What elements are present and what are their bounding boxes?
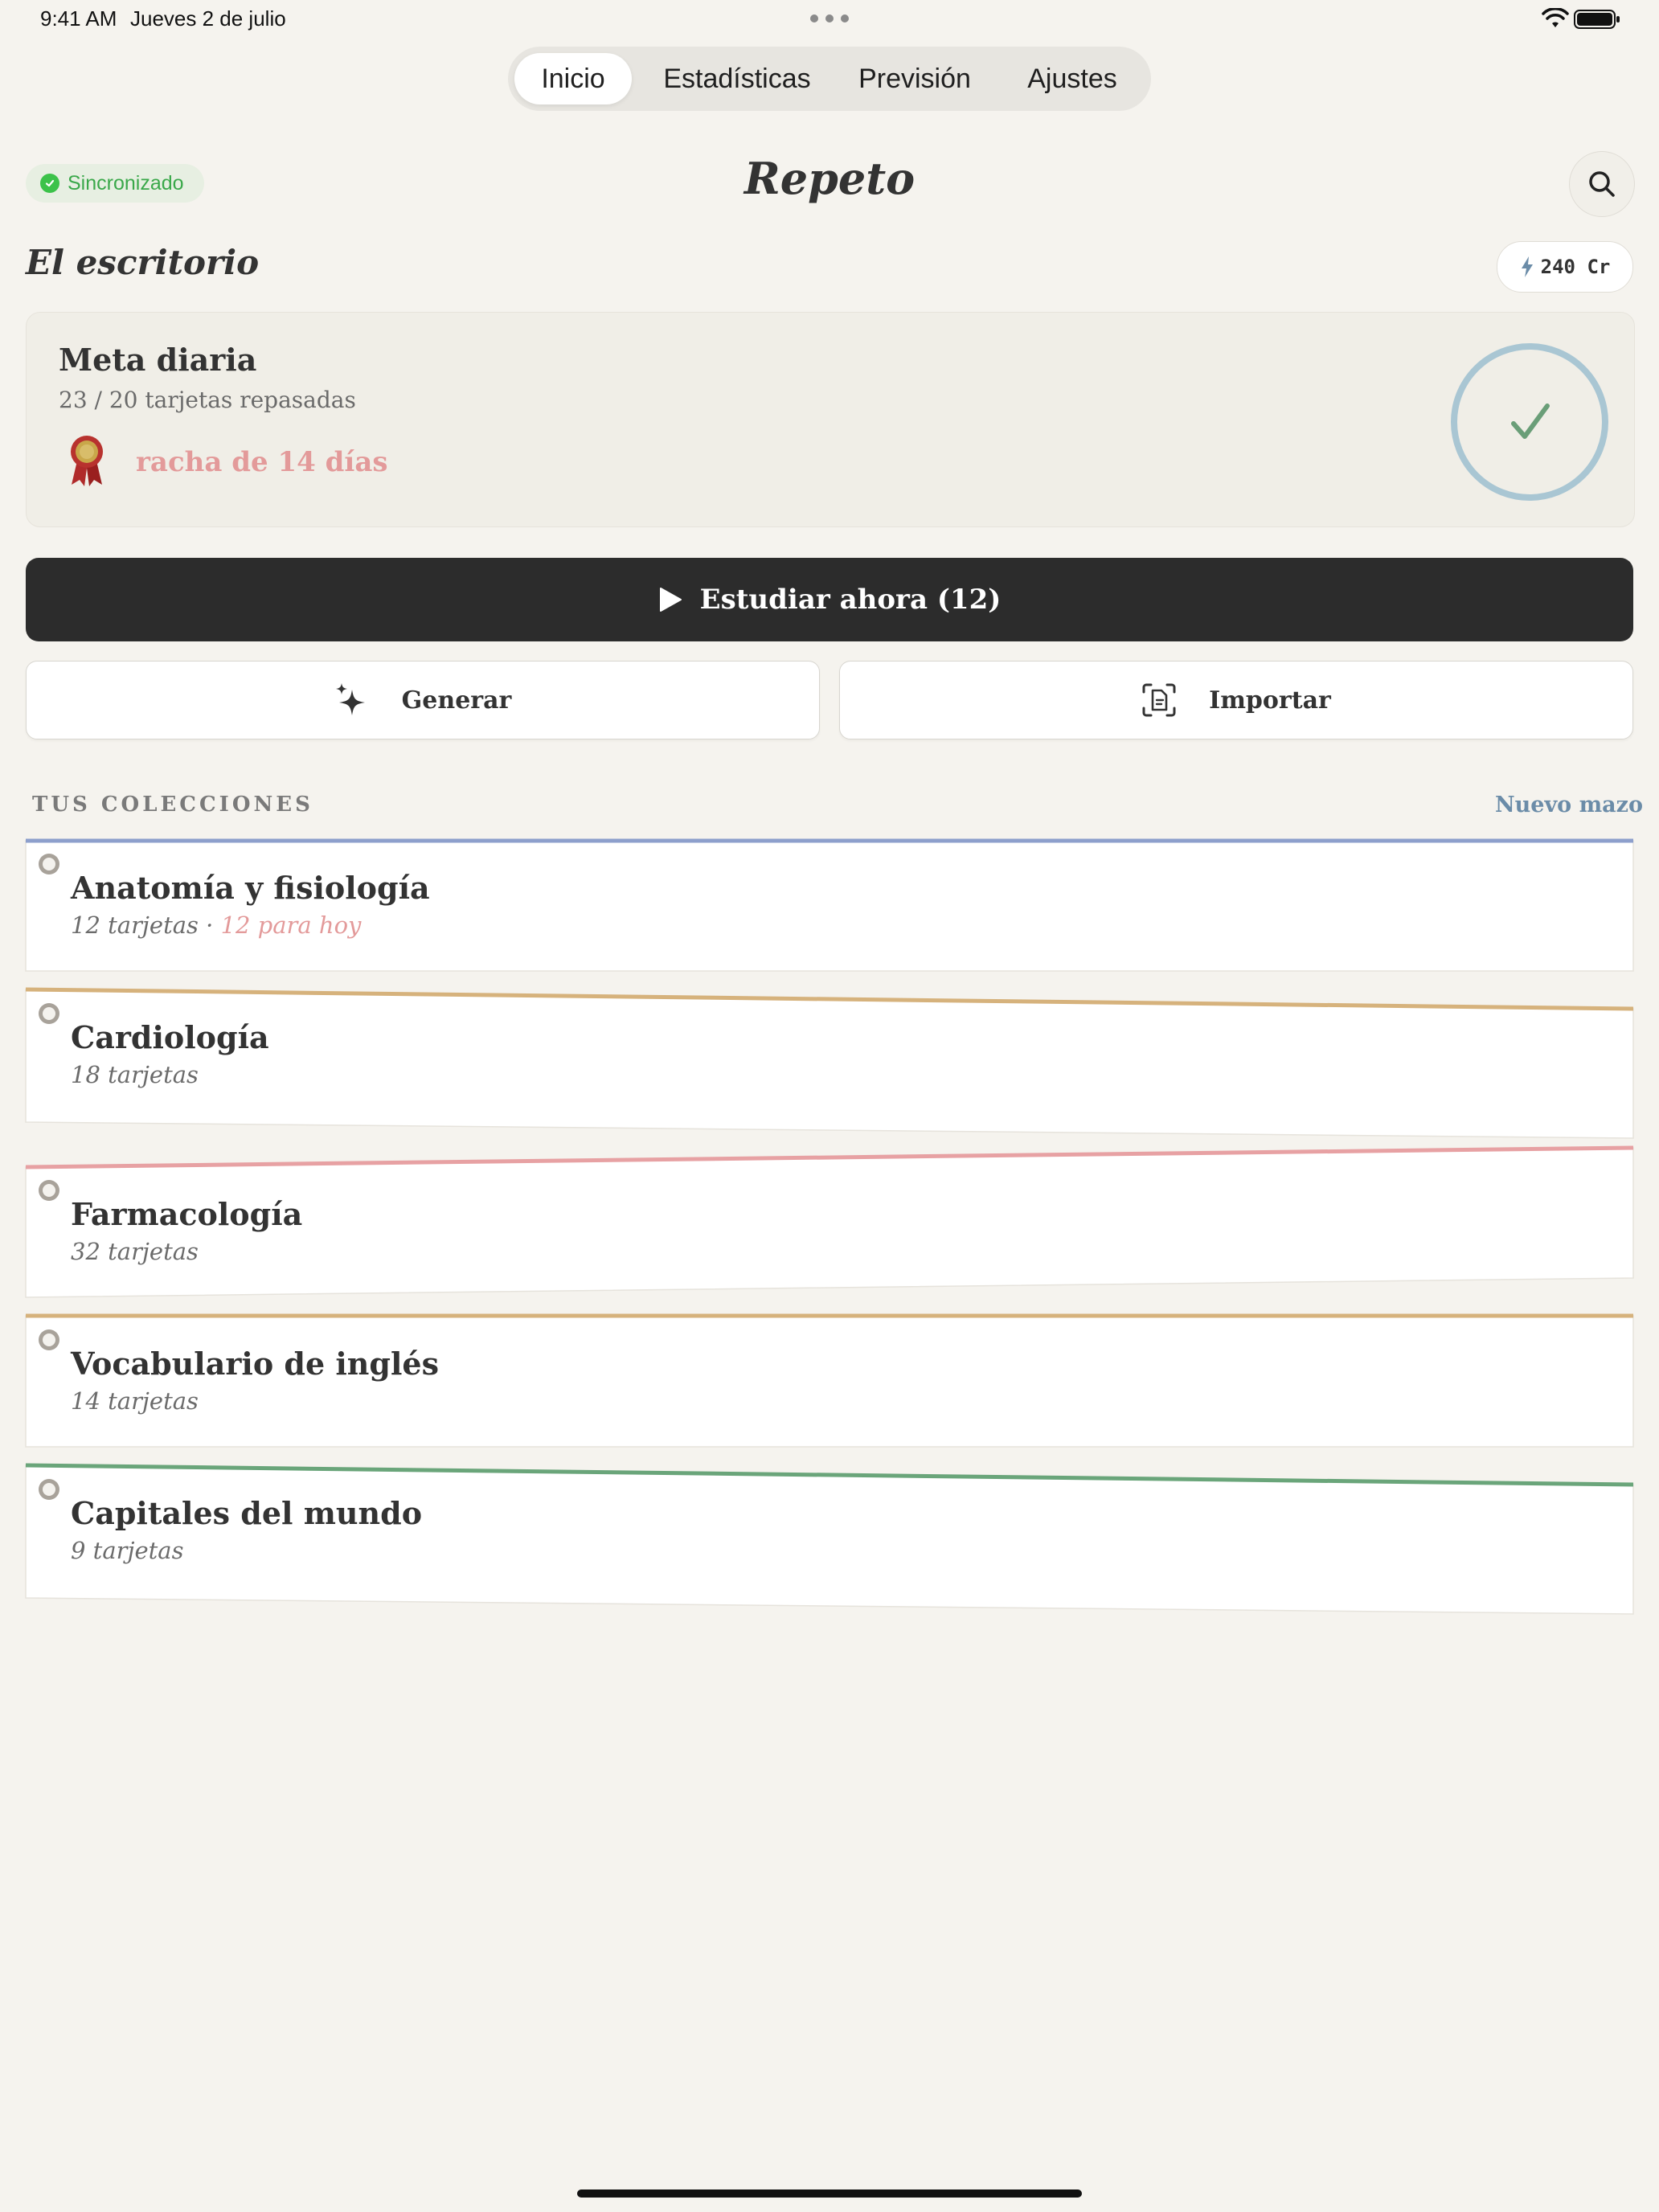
pin-icon (37, 1477, 61, 1501)
deck-card-shape (26, 987, 1633, 1140)
daily-goal-card (26, 312, 1635, 527)
deck-meta (71, 911, 361, 939)
import-label: Importar (1209, 686, 1331, 715)
battery-icon (1574, 10, 1620, 29)
deck-card-count: 14 tarjetas (71, 1387, 199, 1415)
daily-goal-title: Meta diaria (59, 342, 257, 378)
deck-title: Farmacología (71, 1196, 303, 1232)
collections-header: TUS COLECCIONES (32, 793, 313, 817)
home-indicator[interactable] (577, 2189, 1082, 2198)
credits-label: 240 Cr (1540, 256, 1611, 278)
pin-icon (37, 1178, 61, 1202)
deck-card-capitales[interactable] (26, 1463, 1633, 1616)
streak-label: racha de 14 días (136, 446, 388, 478)
main-tabs (508, 47, 1151, 111)
play-icon (658, 587, 682, 612)
sparkles-icon (334, 682, 370, 719)
pin-icon (37, 1328, 61, 1352)
study-now-label: Estudiar ahora (12) (699, 584, 1002, 616)
deck-card-vocabulario[interactable] (26, 1313, 1633, 1448)
deck-card-farmacologia[interactable] (26, 1145, 1633, 1299)
deck-card-count: 32 tarjetas (71, 1238, 199, 1265)
search-icon (1586, 168, 1618, 200)
wifi-icon (1542, 8, 1569, 29)
new-deck-link[interactable]: Nuevo mazo (1495, 793, 1643, 817)
goal-complete-ring (1449, 342, 1610, 502)
sync-status-label: Sincronizado (68, 171, 184, 195)
import-button[interactable] (839, 661, 1633, 739)
tab-estadisticas[interactable]: Estadísticas (663, 63, 811, 94)
tab-ajustes[interactable]: Ajustes (1027, 63, 1117, 94)
deck-due-today: 12 para hoy (220, 911, 362, 939)
deck-meta-separator: · (206, 911, 214, 939)
pin-icon (37, 852, 61, 876)
deck-card-count: 18 tarjetas (71, 1061, 199, 1088)
deck-card-cardiologia[interactable] (26, 987, 1633, 1140)
search-button[interactable] (1569, 151, 1635, 217)
daily-goal-progress: 23 / 20 tarjetas repasadas (59, 387, 356, 413)
credits-badge[interactable] (1497, 241, 1633, 293)
deck-title: Cardiología (71, 1019, 269, 1055)
deck-card-anatomia[interactable] (26, 838, 1633, 973)
tab-prevision[interactable]: Previsión (858, 63, 971, 94)
section-title: El escritorio (26, 243, 260, 282)
award-ribbon-icon (68, 435, 105, 488)
app-title: Repeto (743, 153, 916, 204)
status-time: 9:41 AM (40, 6, 117, 31)
deck-card-count: 12 tarjetas (71, 911, 199, 939)
deck-title: Capitales del mundo (71, 1495, 423, 1531)
study-now-button[interactable] (26, 558, 1633, 641)
status-date: Jueves 2 de julio (130, 6, 286, 31)
deck-title: Anatomía y fisiología (71, 870, 430, 906)
deck-title: Vocabulario de inglés (71, 1346, 440, 1382)
tab-inicio[interactable]: Inicio (514, 53, 632, 104)
deck-card-shape (26, 1463, 1633, 1616)
generate-button[interactable] (26, 661, 820, 739)
bolt-icon (1520, 256, 1534, 278)
scan-document-icon (1141, 682, 1177, 718)
deck-card-count: 9 tarjetas (71, 1537, 184, 1564)
pin-icon (37, 1002, 61, 1026)
multitasking-dots-icon[interactable] (810, 14, 849, 23)
generate-label: Generar (401, 686, 512, 715)
checkmark-icon (1514, 406, 1547, 436)
